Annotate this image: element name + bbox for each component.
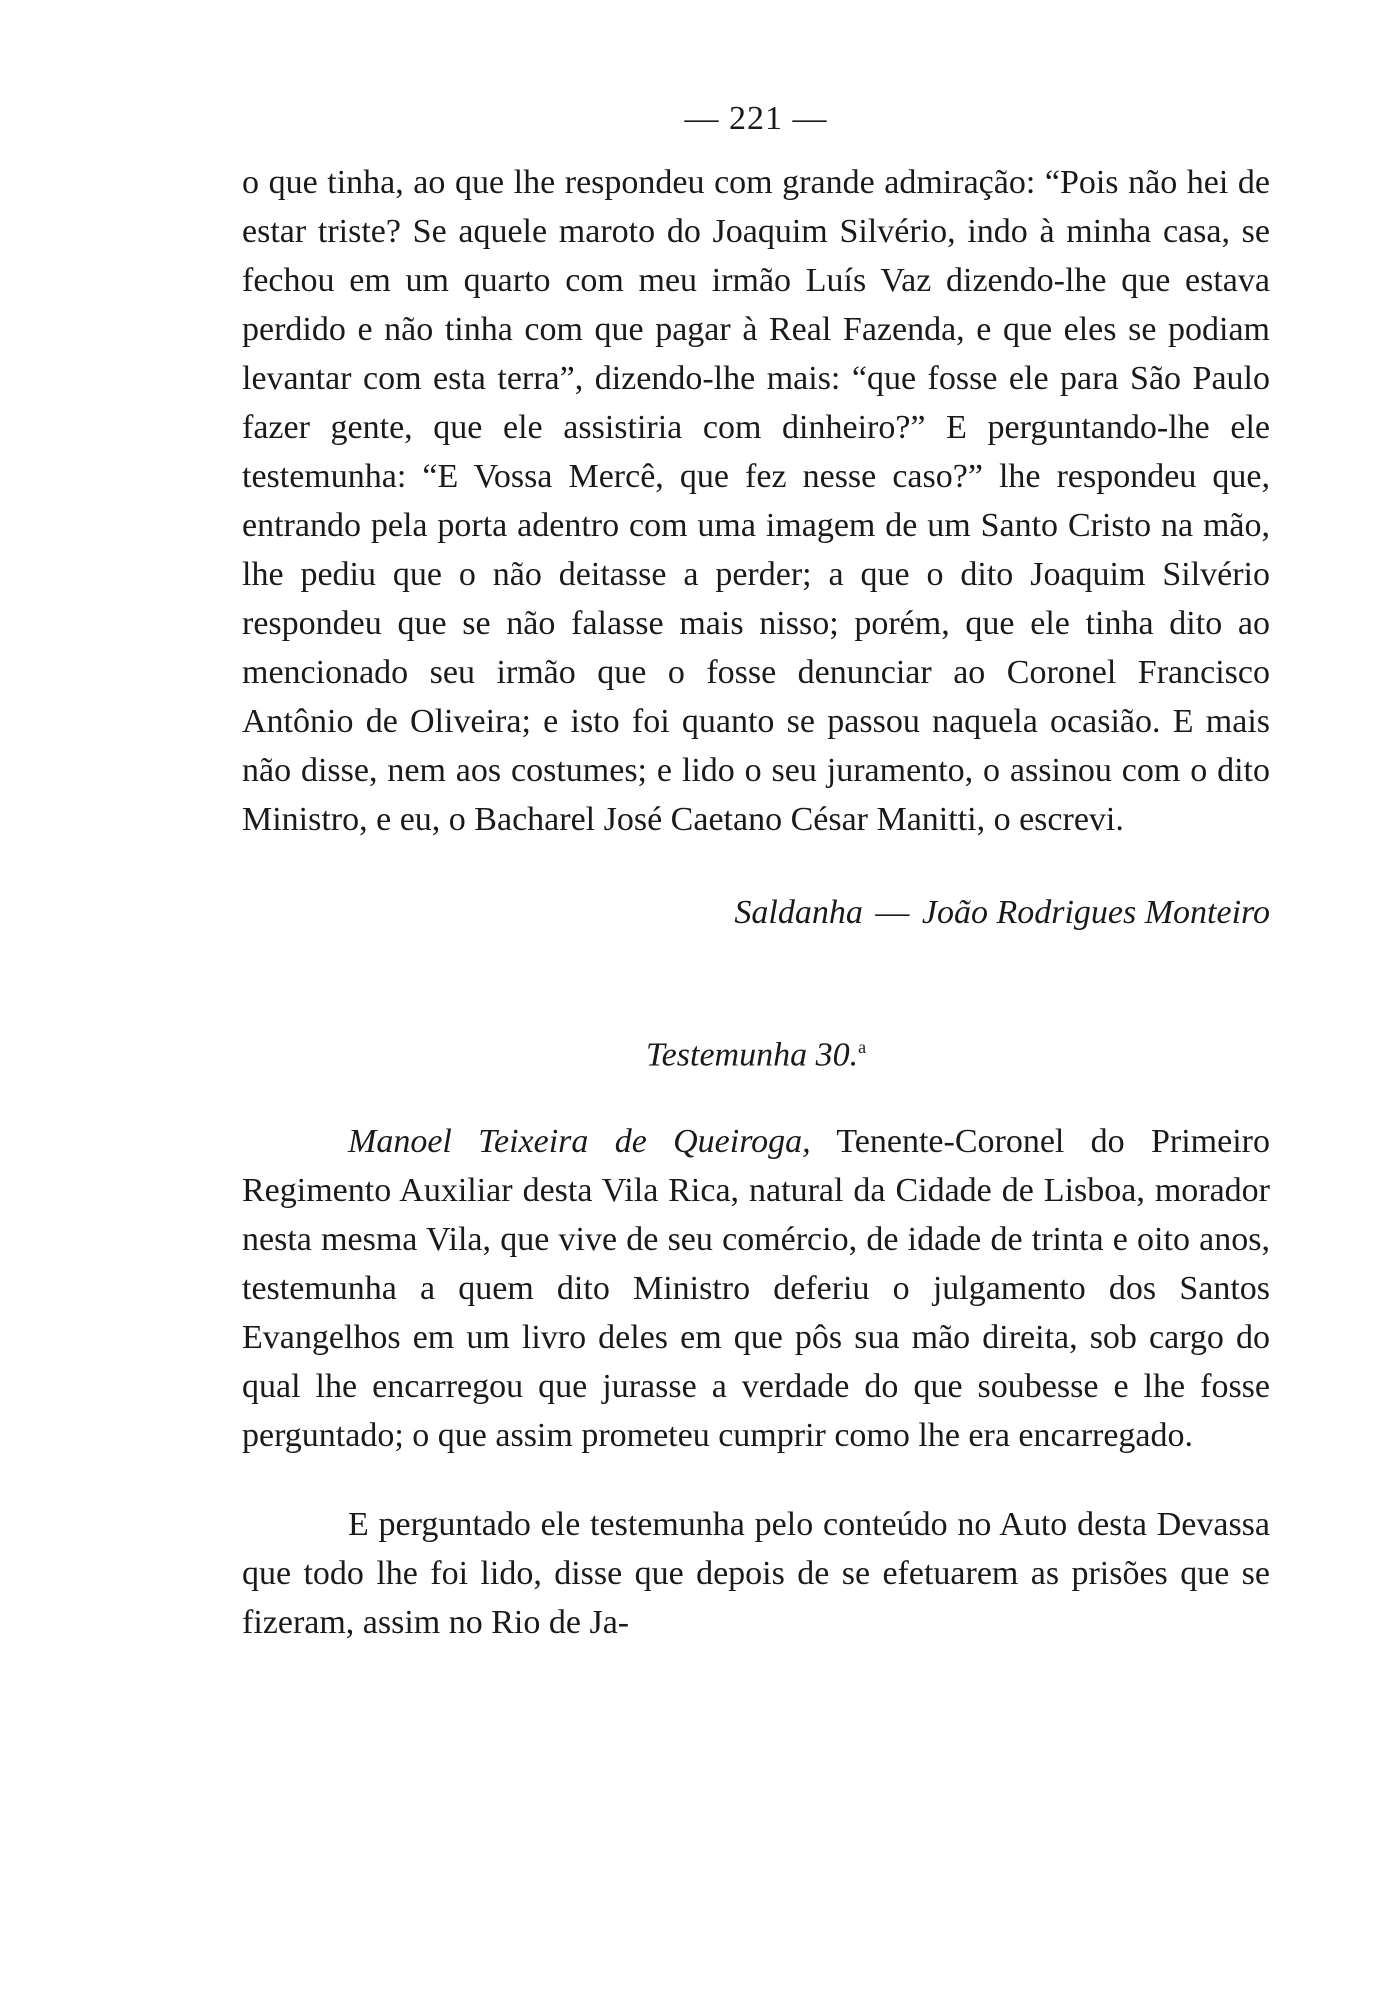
- witness-heading-ordinal: a: [858, 1037, 867, 1057]
- continuation-paragraph: o que tinha, ao que lhe respondeu com grande admiração: “Pois não hei de estar triste? Se aquele maroto do Joaquim Silvério, indo à minha casa, se fechou em um quarto com meu irmão Luís Vaz dizendo-lhe que estava perdido e não tinha com que pagar à Real Fazenda, e que eles se podiam levantar com esta terra”, dizendo-lhe mais: “que fosse ele para São Paulo fazer gente, que ele assistiria com dinheiro?” E perguntando-lhe ele testemunha: “E Vossa Mercê, que fez nesse caso?” lhe respondeu que, entrando pela porta adentro com uma imagem de um Santo Cristo na mão, lhe pediu que o não deitasse a perder; a que o dito Joaquim Silvério respondeu que se não falasse mais nisso; porém, que ele tinha dito ao mencionado seu irmão que o fosse denunciar ao Coronel Francisco Antônio de Oliveira; e isto foi quanto se passou naquela ocasião. E mais não disse, nem aos costumes; e lido o seu juramento, o assinou com o dito Ministro, e eu, o Bacharel José Caetano César Manitti, o escrevi.: [242, 164, 1270, 838]
- signature-saldanha: Saldanha: [734, 894, 863, 931]
- book-page: [242, 100, 1270, 1647]
- signature-line: [242, 888, 1270, 937]
- witness-heading-label: Testemunha 30.: [645, 1036, 859, 1074]
- witness-paragraph-text: Tenente-Coronel do Primeiro Regimento Auxiliar desta Vila Rica, natural da Cidade de Lisboa, morador nesta mesma Vila, que vive de seu comércio, de idade de trinta e oito anos, testemunha a quem dito Ministro deferiu o julgamento dos Santos Evangelhos em um livro deles em que pôs sua mão direita, sob cargo do qual lhe encarregou que jurasse a verdade do que soubesse e lhe fosse perguntado; o que assim prometeu cumprir como lhe era encarregado.: [242, 1123, 1270, 1455]
- signature-joao-rodrigues-monteiro: João Rodrigues Monteiro: [921, 894, 1270, 931]
- witness-name: Manoel Teixeira de Queiroga,: [348, 1123, 811, 1161]
- final-paragraph: E perguntado ele testemunha pelo conteúdo no Auto desta Devassa que todo lhe foi lido, disse que depois de se efetuarem as prisões que se fizeram, assim no Rio de Ja-: [242, 1506, 1270, 1642]
- witness-paragraph: [242, 1117, 1270, 1460]
- page-number: — 221 —: [684, 100, 828, 137]
- witness-heading: [242, 1023, 1270, 1079]
- signature-separator: —: [875, 894, 910, 931]
